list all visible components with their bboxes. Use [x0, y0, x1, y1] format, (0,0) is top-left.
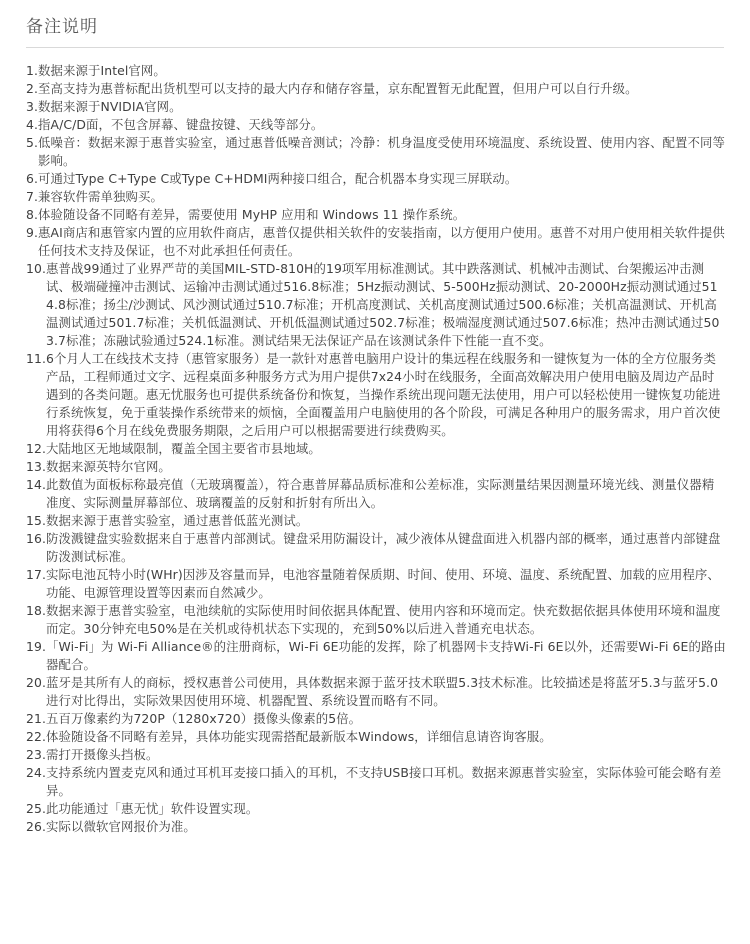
note-text: 体验随设备不同略有差异，需要使用 MyHP 应用和 Windows 11 操作系统。 — [38, 207, 466, 222]
note-item — [26, 116, 726, 134]
note-number: 17. — [26, 567, 47, 582]
note-item — [26, 188, 726, 206]
note-item — [26, 350, 726, 440]
note-number: 22. — [26, 729, 47, 744]
note-text: 实际以微软官网报价为准。 — [46, 819, 196, 834]
note-text: 兼容软件需单独购买。 — [38, 189, 163, 204]
note-number: 23. — [26, 747, 47, 762]
header-divider — [26, 47, 724, 48]
note-text: 大陆地区无地域限制，覆盖全国主要省市县地域。 — [46, 441, 321, 456]
note-number: 3. — [26, 99, 39, 114]
note-item — [26, 224, 726, 260]
note-text: 数据来源英特尔官网。 — [46, 459, 171, 474]
note-text: 数据来源于惠普实验室，通过惠普低蓝光测试。 — [46, 513, 309, 528]
note-text: 需打开摄像头挡板。 — [46, 747, 159, 762]
note-number: 24. — [26, 765, 47, 780]
note-number: 18. — [26, 603, 47, 618]
note-item — [26, 62, 726, 80]
note-number: 1. — [26, 63, 39, 78]
note-text: 惠普战99通过了业界严苛的美国MIL-STD-810H的19项军用标准测试。其中跌落测试、机械冲击测试、台架搬运冲击测试、极端碰撞冲击测试、运输冲击测试通过516.8标准；5Hz振动测试、5-500Hz振动测试、20-2000Hz振动测试通过514.8标准；扬尘/沙测试、风沙测试通过510.7标准；开机高度测试、关机高度测试通过500.6标准；关机高温测试、开机高温测试通过501.7标准；关机低温测试、开机低温测试通过502.7标准；极端湿度测试通过507.6标准；热冲击测试通过503.7标准；冻融试验通过524.1标准。测试结果无法保证产品在该测试条件下性能一直不变。 — [46, 261, 720, 348]
note-text: 至高支持为惠普标配出货机型可以支持的最大内存和储存容量，京东配置暂无此配置，但用户可以自行升级。 — [38, 81, 638, 96]
note-item — [26, 260, 726, 350]
note-item — [26, 458, 726, 476]
notes-list — [26, 62, 726, 836]
note-number: 5. — [26, 135, 39, 150]
note-item — [26, 80, 726, 98]
note-item — [26, 818, 726, 836]
note-text: 数据来源于惠普实验室，电池续航的实际使用时间依据具体配置、使用内容和环境而定。快充数据依据具体使用环境和温度而定。30分钟充电50%是在关机或待机状态下实现的，充到50%以后进入普通充电状态。 — [46, 603, 721, 636]
note-number: 25. — [26, 801, 47, 816]
note-item — [26, 638, 726, 674]
note-text: 指A/C/D面，不包含屏幕、键盘按键、天线等部分。 — [38, 117, 324, 132]
note-text: 五百万像素约为720P（1280x720）摄像头像素的5倍。 — [46, 711, 362, 726]
note-number: 9. — [26, 225, 39, 240]
header — [26, 14, 724, 40]
note-text: 数据来源于Intel官网。 — [38, 63, 166, 78]
note-item — [26, 206, 726, 224]
note-item — [26, 764, 726, 800]
note-item — [26, 512, 726, 530]
note-number: 13. — [26, 459, 47, 474]
note-text: 6个月人工在线技术支持（惠管家服务）是一款针对惠普电脑用户设计的集远程在线服务和一键恢复为一体的全方位服务类产品，工程师通过文字、远程桌面多种服务方式为用户提供7x24小时在线服务，全面高效解决用户使用电脑及周边产品时遇到的各类问题。惠无忧服务也可提供系统备份和恢复，当操作系统出现问题无法使用，用户可以轻松使用一键恢复功能进行系统恢复，免于重装操作系统带来的烦恼，全面覆盖用户电脑使用的各个阶段，可满足各种用户的服务需求，用户首次使用将获得6个月在线免费服务期限，之后用户可以根据需要进行续费购买。 — [46, 351, 721, 438]
note-item — [26, 602, 726, 638]
note-text: 蓝牙是其所有人的商标，授权惠普公司使用，具体数据来源于蓝牙技术联盟5.3技术标准。比较描述是将蓝牙5.3与蓝牙5.0进行对比得出，实际效果因使用环境、机器配置、系统设置而略有不同。 — [46, 675, 719, 708]
note-text: 「Wi-Fi」为 Wi-Fi Alliance®的注册商标，Wi-Fi 6E功能的发挥，除了机器网卡支持Wi-Fi 6E以外，还需要Wi-Fi 6E的路由器配合。 — [46, 639, 726, 672]
note-number: 10. — [26, 261, 47, 276]
note-number: 21. — [26, 711, 47, 726]
note-item — [26, 746, 726, 764]
note-text: 实际电池瓦特小时(WHr)因涉及容量而异，电池容量随着保质期、时间、使用、环境、温度、系统配置、加载的应用程序、功能、电源管理设置等因素而自然减少。 — [46, 567, 720, 600]
note-item — [26, 800, 726, 818]
note-item — [26, 728, 726, 746]
note-text: 体验随设备不同略有差异，具体功能实现需搭配最新版本Windows，详细信息请咨询客服。 — [46, 729, 552, 744]
note-text: 低噪音：数据来源于惠普实验室，通过惠普低噪音测试；冷静：机身温度受使用环境温度、系统设置、使用内容、配置不同等影响。 — [38, 135, 726, 168]
note-number: 19. — [26, 639, 47, 654]
note-item — [26, 710, 726, 728]
note-text: 此功能通过「惠无忧」软件设置实现。 — [46, 801, 259, 816]
note-item — [26, 440, 726, 458]
note-number: 8. — [26, 207, 39, 222]
note-item — [26, 170, 726, 188]
note-text: 数据来源于NVIDIA官网。 — [38, 99, 182, 114]
note-number: 4. — [26, 117, 39, 132]
note-number: 15. — [26, 513, 47, 528]
note-text: 惠AI商店和惠管家内置的应用软件商店，惠普仅提供相关软件的安装指南，以方便用户使用。惠普不对用户使用相关软件提供任何技术支持及保证，也不对此承担任何责任。 — [38, 225, 725, 258]
note-text: 防泼溅键盘实验数据来自于惠普内部测试。键盘采用防漏设计，减少液体从键盘面进入机器内部的概率，通过惠普内部键盘防泼测试标准。 — [46, 531, 721, 564]
note-number: 2. — [26, 81, 39, 96]
note-number: 14. — [26, 477, 47, 492]
note-number: 11. — [26, 351, 47, 366]
note-item — [26, 98, 726, 116]
note-number: 16. — [26, 531, 47, 546]
page-title: 备注说明 — [26, 17, 98, 37]
note-number: 7. — [26, 189, 39, 204]
note-number: 26. — [26, 819, 47, 834]
note-item — [26, 530, 726, 566]
note-text: 此数值为面板标称最亮值（无玻璃覆盖），符合惠普屏幕品质标准和公差标准，实际测量结果因测量环境光线、测量仪器精准度、实际测量屏幕部位、玻璃覆盖的反射和折射有所出入。 — [46, 477, 715, 510]
note-item — [26, 476, 726, 512]
note-item — [26, 134, 726, 170]
note-number: 20. — [26, 675, 47, 690]
note-text: 支持系统内置麦克风和通过耳机耳麦接口插入的耳机，不支持USB接口耳机。数据来源惠普实验室，实际体验可能会略有差异。 — [46, 765, 722, 798]
note-item — [26, 674, 726, 710]
note-item — [26, 566, 726, 602]
note-number: 6. — [26, 171, 39, 186]
note-number: 12. — [26, 441, 47, 456]
note-text: 可通过Type C+Type C或Type C+HDMI两种接口组合，配合机器本身实现三屏联动。 — [38, 171, 518, 186]
